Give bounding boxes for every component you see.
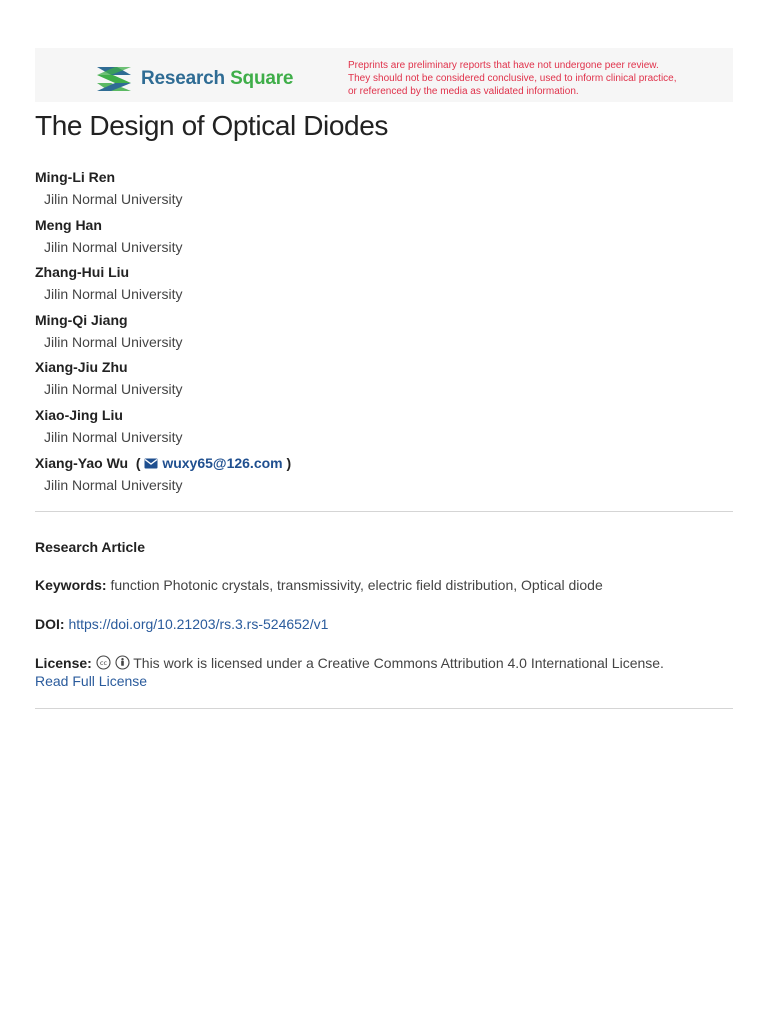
article-type bbox=[35, 538, 733, 556]
author-item bbox=[35, 263, 733, 311]
author-item-corresponding bbox=[35, 454, 733, 502]
doi-link[interactable]: https://doi.org/10.21203/rs.3.rs-524652/v1 bbox=[68, 616, 329, 632]
author-affiliation: Jilin Normal University bbox=[44, 381, 183, 398]
email-close-paren: ) bbox=[286, 454, 292, 471]
license-label: License: bbox=[35, 655, 92, 671]
keywords-label: Keywords: bbox=[35, 577, 107, 593]
author-item bbox=[35, 216, 733, 264]
author-affiliation: Jilin Normal University bbox=[44, 333, 183, 350]
notice-line-3: or referenced by the media as validated information. bbox=[348, 86, 579, 97]
svg-text:cc: cc bbox=[99, 659, 107, 667]
author-email: wuxy65@126.com bbox=[162, 454, 283, 471]
email-open-paren: ( bbox=[135, 454, 141, 471]
author-item bbox=[35, 358, 733, 406]
page-title: The Design of Optical Diodes bbox=[35, 110, 388, 141]
author-name: Ming-Qi Jiang bbox=[35, 311, 128, 328]
author-item bbox=[35, 311, 733, 359]
author-affiliation: Jilin Normal University bbox=[44, 476, 183, 493]
research-square-logo-icon bbox=[95, 64, 133, 94]
author-item bbox=[35, 168, 733, 216]
author-name-line bbox=[35, 454, 733, 472]
logo-text-square: Square bbox=[230, 68, 294, 89]
notice-line-2: They should not be considered conclusive, used to inform clinical practice, bbox=[348, 73, 677, 84]
author-affiliation: Jilin Normal University bbox=[44, 428, 183, 445]
envelope-icon bbox=[144, 458, 158, 469]
author-name: Xiang-Jiu Zhu bbox=[35, 359, 128, 376]
research-square-logo[interactable] bbox=[95, 64, 293, 94]
read-full-license-link[interactable]: Read Full License bbox=[35, 673, 148, 689]
article-type-label: Research Article bbox=[35, 539, 145, 555]
author-name: Ming-Li Ren bbox=[35, 169, 116, 185]
author-affiliation: Jilin Normal University bbox=[44, 191, 183, 207]
divider bbox=[35, 708, 733, 709]
cc-icon bbox=[96, 655, 111, 670]
author-affiliation: Jilin Normal University bbox=[44, 286, 183, 303]
keywords bbox=[35, 576, 733, 594]
notice-line-1: Preprints are preliminary reports that have not undergone peer review. bbox=[348, 60, 659, 71]
author-email-link[interactable] bbox=[144, 455, 282, 471]
divider bbox=[35, 511, 733, 512]
author-affiliation: Jilin Normal University bbox=[44, 238, 183, 255]
logo-text-research: Research bbox=[141, 68, 225, 89]
author-item bbox=[35, 406, 733, 454]
license-text: This work is licensed under a Creative Commons Attribution 4.0 International License. bbox=[133, 655, 664, 671]
preprint-banner bbox=[35, 48, 733, 102]
author-name: Meng Han bbox=[35, 216, 102, 233]
author-list bbox=[35, 168, 733, 501]
logo-text bbox=[141, 68, 293, 90]
preprint-notice bbox=[348, 59, 718, 98]
author-name: Zhang-Hui Liu bbox=[35, 264, 130, 281]
keywords-value: function Photonic crystals, transmissivity, electric field distribution, Optical diode bbox=[110, 577, 603, 593]
license bbox=[35, 654, 733, 690]
by-icon bbox=[115, 655, 130, 670]
doi-label: DOI: bbox=[35, 616, 65, 632]
author-name: Xiao-Jing Liu bbox=[35, 406, 123, 423]
author-name: Xiang-Yao Wu bbox=[35, 454, 129, 471]
doi bbox=[35, 615, 733, 633]
